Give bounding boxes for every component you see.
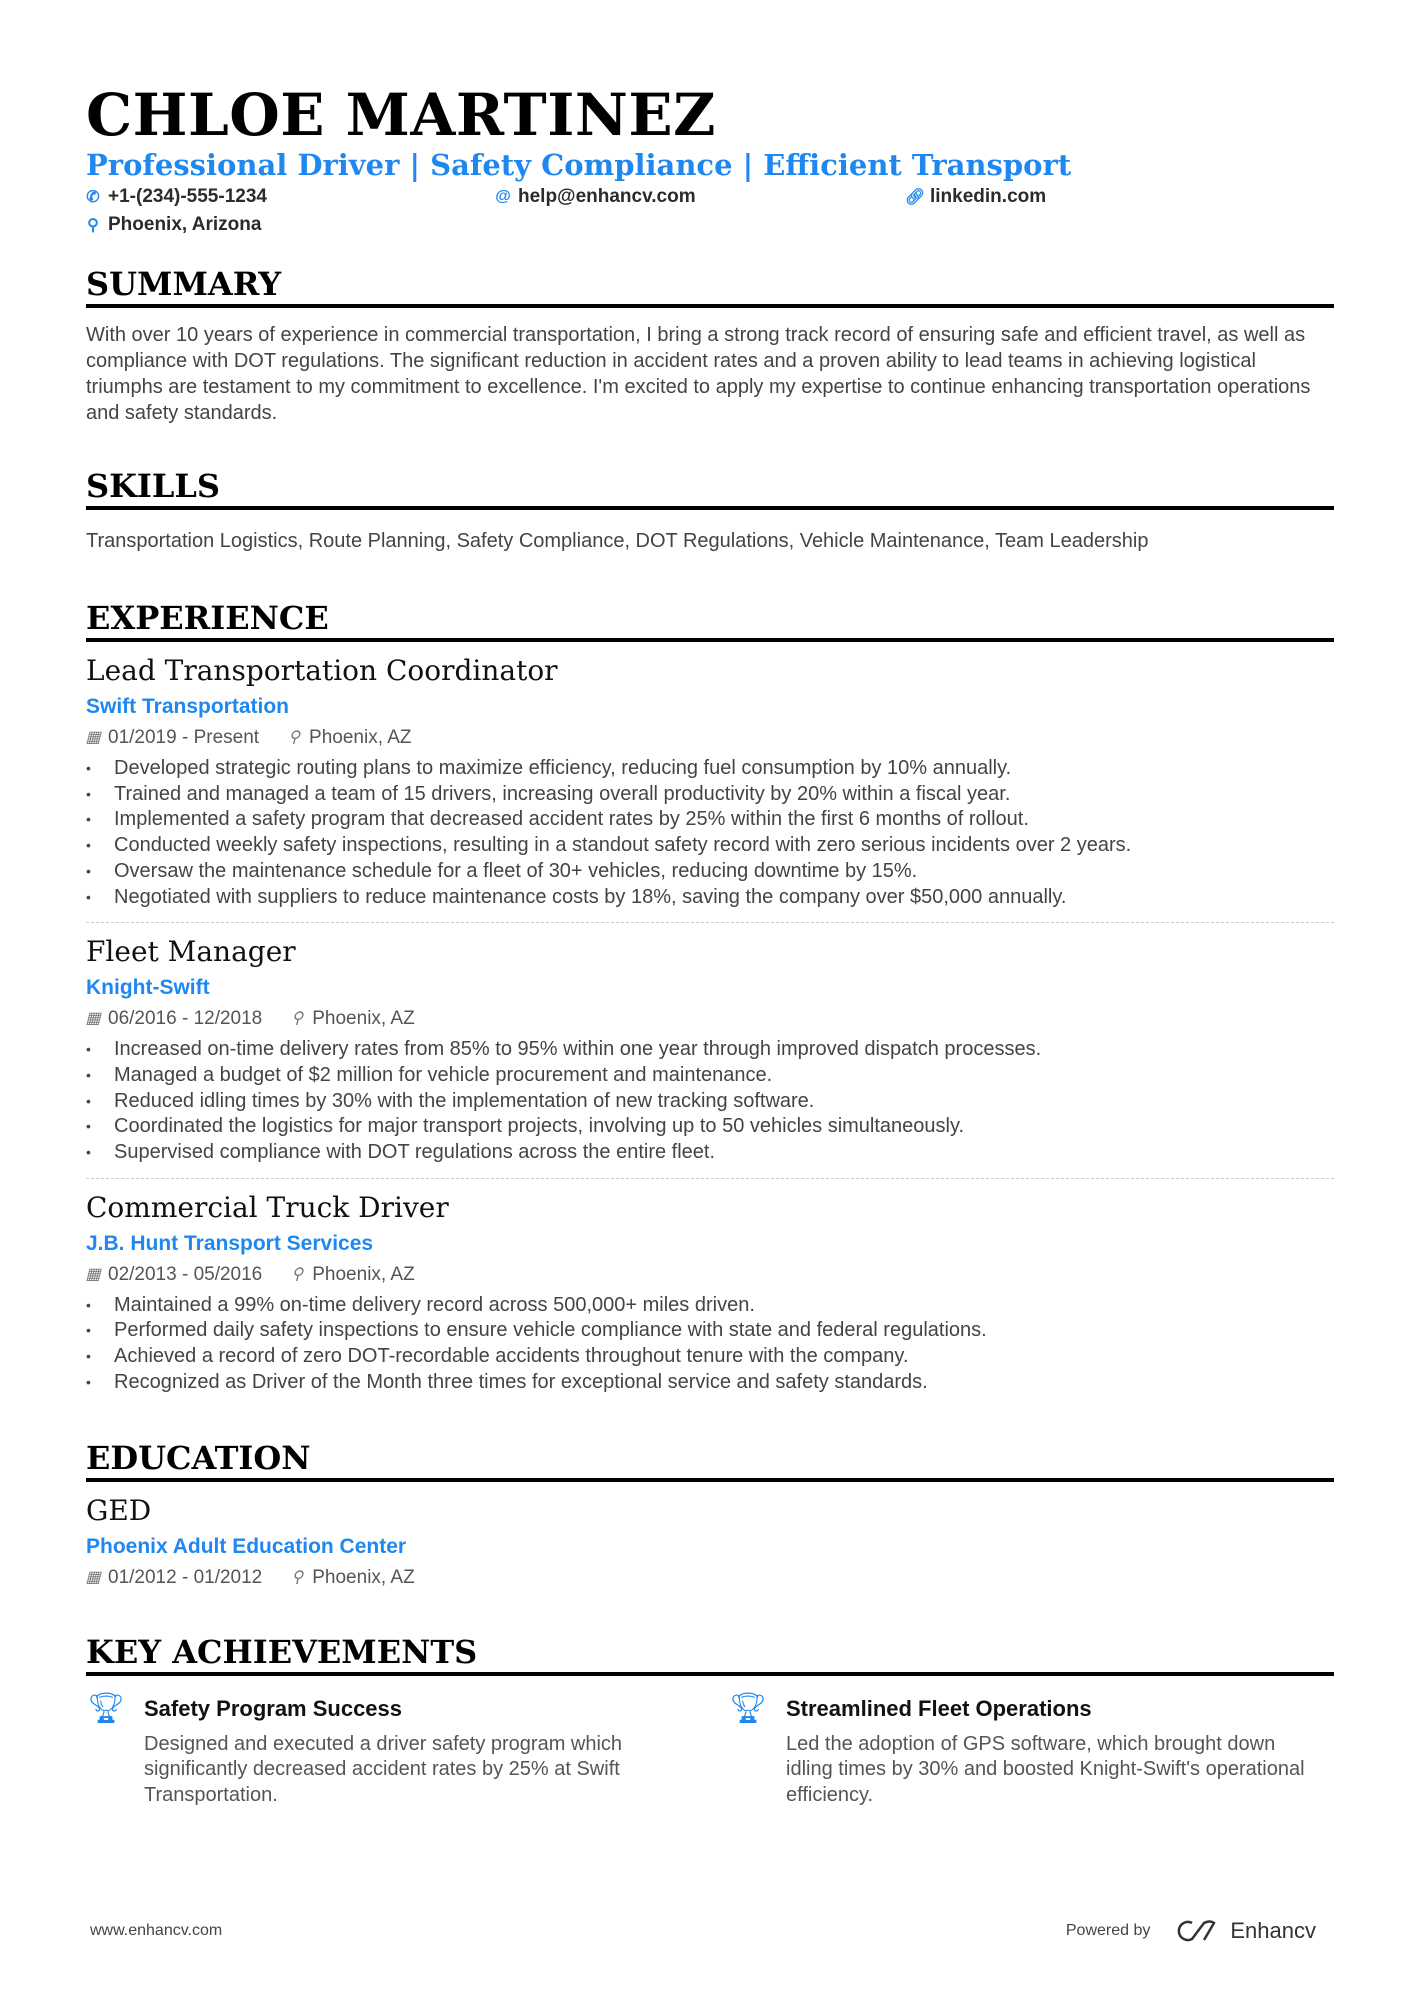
link-text[interactable]: linkedin.com xyxy=(930,186,1047,207)
resume xyxy=(86,80,1334,1809)
achievement-text: Led the adoption of GPS software, which brought down idling times by 30% and boosted Knight-Swift's operational efficiency. xyxy=(786,1732,1305,1806)
job-title: Lead Transportation Coordinator xyxy=(86,654,558,687)
headline: Professional Driver | Safety Compliance | Efficient Transport xyxy=(86,148,1072,182)
dates: 06/2016 - 12/2018 xyxy=(108,1008,263,1030)
bullet-item: • Performed daily safety inspections to ensure vehicle compliance with state and federal regulations. xyxy=(86,1318,1334,1344)
brand-name: Enhancv xyxy=(1230,1918,1316,1943)
company: Knight-Swift xyxy=(86,976,210,1000)
bullet-item: • Achieved a record of zero DOT-recordable accidents throughout tenure with the company. xyxy=(86,1344,1334,1370)
location: Phoenix, AZ xyxy=(309,727,412,748)
location: Phoenix, AZ xyxy=(312,1263,415,1285)
location xyxy=(86,214,496,236)
powered-by: Powered by xyxy=(1065,1922,1151,1939)
bullet-item: • Developed strategic routing plans to maximize efficiency, reducing fuel consumption by 10% annually. xyxy=(86,756,1334,782)
calendar-icon: ▦ xyxy=(85,1265,101,1283)
dates: 01/2012 - 01/2012 xyxy=(108,1566,263,1588)
location: Phoenix, AZ xyxy=(312,1566,415,1588)
bullet-item: • Reduced idling times by 30% with the implementation of new tracking software. xyxy=(86,1089,1334,1115)
bullet-item: • Supervised compliance with DOT regulations across the entire fleet. xyxy=(86,1140,1334,1166)
bullet-item: • Recognized as Driver of the Month three times for exceptional service and safety standards. xyxy=(86,1370,1334,1396)
education-entry xyxy=(86,1482,1334,1604)
footer xyxy=(90,1918,1316,1944)
achievement-title: Streamlined Fleet Operations xyxy=(786,1695,1092,1721)
school: Phoenix Adult Education Center xyxy=(86,1534,407,1558)
location-pin-icon: ⚲ xyxy=(291,1010,304,1028)
calendar-icon: ▦ xyxy=(85,1010,101,1028)
bullet-list xyxy=(86,756,1334,910)
bullet-item: • Managed a budget of $2 million for vehicle procurement and maintenance. xyxy=(86,1063,1334,1089)
education-meta xyxy=(86,1564,1334,1592)
section-title: EXPERIENCE xyxy=(86,598,1334,642)
bullet-item: • Increased on-time delivery rates from 85% to 95% within one year through improved dispatch processes. xyxy=(86,1037,1334,1063)
section-title: KEY ACHIEVEMENTS xyxy=(86,1632,1334,1676)
job-meta xyxy=(86,1261,1334,1289)
phone-icon: ✆ xyxy=(86,189,100,206)
company: J.B. Hunt Transport Services xyxy=(86,1231,374,1255)
bullet-item: • Conducted weekly safety inspections, resulting in a standout safety record with zero serious incidents over 2 years. xyxy=(86,833,1334,859)
degree: GED xyxy=(86,1493,152,1527)
email[interactable] xyxy=(496,186,908,208)
bullet-list xyxy=(86,1037,1334,1166)
company: Swift Transportation xyxy=(86,695,290,718)
job-meta xyxy=(86,724,1334,752)
summary-section xyxy=(86,264,1334,426)
bullet-item: • Trained and managed a team of 15 drivers, increasing overall productivity by 20% within a fiscal year. xyxy=(86,782,1334,808)
calendar-icon: ▦ xyxy=(85,1568,101,1586)
trophy-icon: 🏆︎ xyxy=(86,1691,126,1725)
at-icon: @ xyxy=(495,188,511,205)
education-section xyxy=(86,1438,1334,1604)
calendar-icon: ▦ xyxy=(85,729,101,746)
bullet-list xyxy=(86,1293,1334,1396)
dates: 02/2013 - 05/2016 xyxy=(108,1263,263,1285)
job-entry xyxy=(86,923,1334,1179)
candidate-name: CHLOE MARTINEZ xyxy=(86,81,716,149)
section-title: EDUCATION xyxy=(86,1438,1334,1482)
achievement-item xyxy=(86,1692,728,1809)
phone xyxy=(86,186,496,208)
bullet-item: • Oversaw the maintenance schedule for a fleet of 30+ vehicles, reducing downtime by 15%. xyxy=(86,859,1334,885)
linkedin[interactable] xyxy=(904,186,1328,208)
dates: 01/2019 - Present xyxy=(108,727,260,748)
job-title: Commercial Truck Driver xyxy=(86,1190,449,1224)
bullet-item: • Maintained a 99% on-time delivery record across 500,000+ miles driven. xyxy=(86,1293,1334,1319)
job-entry xyxy=(86,642,1334,923)
achievement-text: Designed and executed a driver safety program which significantly decreased accident rates by 25% at Swift Transportation. xyxy=(144,1732,623,1806)
experience-section xyxy=(86,598,1334,1408)
email-text[interactable]: help@enhancv.com xyxy=(518,186,696,207)
skills-section xyxy=(86,466,1334,554)
location-pin-icon: ⚲ xyxy=(291,1265,304,1283)
achievement-title: Safety Program Success xyxy=(144,1695,403,1721)
phone-text: +1-(234)-555-1234 xyxy=(108,186,267,207)
job-meta xyxy=(86,1005,1334,1033)
location-pin-icon: ⚲ xyxy=(288,729,300,746)
bullet-item: • Coordinated the logistics for major transport projects, involving up to 50 vehicles simultaneously. xyxy=(86,1114,1334,1140)
section-title: SUMMARY xyxy=(86,264,1334,308)
location-pin-icon: ⚲ xyxy=(291,1568,304,1586)
location-pin-icon: ⚲ xyxy=(87,217,99,234)
bullet-item: • Implemented a safety program that decreased accident rates by 25% within the first 6 months of rollout. xyxy=(86,807,1334,833)
location: Phoenix, AZ xyxy=(312,1008,415,1030)
location-text: Phoenix, Arizona xyxy=(108,214,262,235)
skills-text: Transportation Logistics, Route Planning, Safety Compliance, DOT Regulations, Vehicle Maintenance, Team Leadership xyxy=(86,530,1149,552)
job-title: Fleet Manager xyxy=(86,935,296,969)
footer-url[interactable]: www.enhancv.com xyxy=(90,1922,223,1939)
contact-info xyxy=(86,186,1334,236)
trophy-icon: 🏆︎ xyxy=(728,1691,768,1725)
enhancv-logo[interactable] xyxy=(1174,1918,1316,1944)
summary-text: With over 10 years of experience in commercial transportation, I bring a strong track record of ensuring safe and efficient travel, as well as compliance with DOT regulations. The significant reduction in accident rates and a proven ability to lead teams in achieving logistical triumphs are testament to my commitment to excellence. I'm excited to apply my expertise to continue enhancing transportation operations and safety standards. xyxy=(86,324,1311,424)
section-title: SKILLS xyxy=(86,466,1334,510)
enhancv-logo-icon xyxy=(1174,1918,1220,1944)
achievements-section xyxy=(86,1632,1334,1809)
job-entry xyxy=(86,1179,1334,1408)
link-icon: 🔗︎ xyxy=(904,189,926,206)
bullet-item: • Negotiated with suppliers to reduce maintenance costs by 18%, saving the company over $50,000 annually. xyxy=(86,885,1334,911)
achievement-item xyxy=(728,1692,1334,1809)
